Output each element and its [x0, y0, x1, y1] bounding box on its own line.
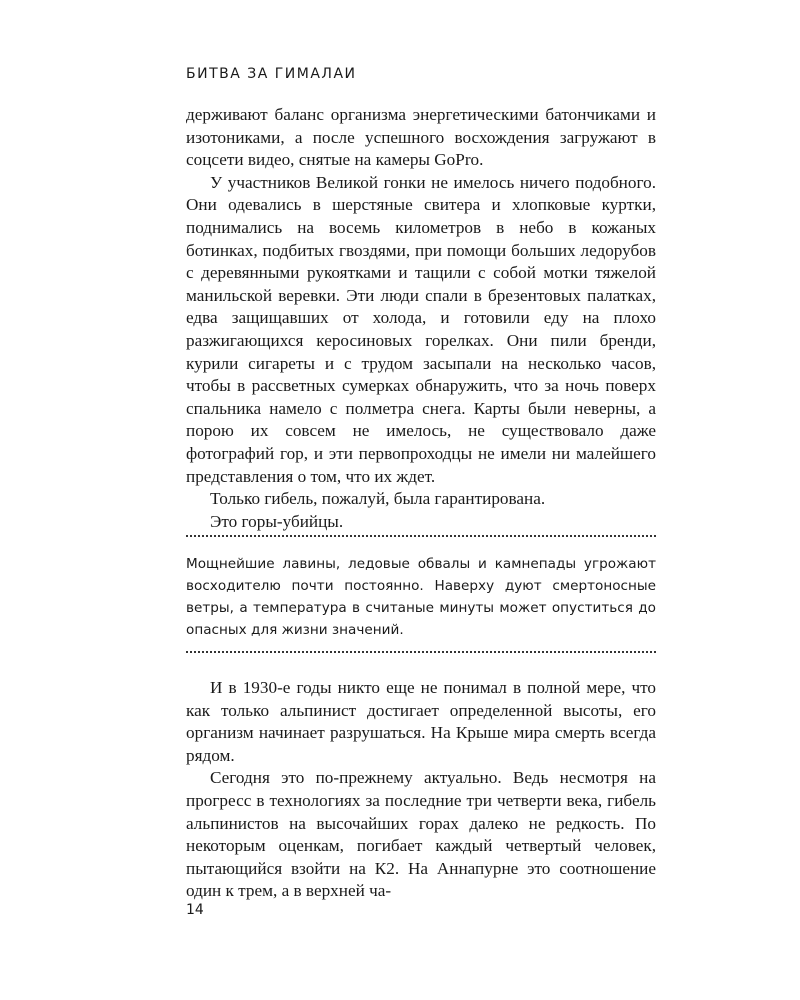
paragraph-killer-mountains: Это горы-убийцы. [210, 511, 344, 531]
callout-quote: Мощнейшие лавины, ледовые обвалы и камнепады угрожают восходителю почти постоянно. Наверху дуют смертоносные ветры, а температура в считаные минуты может опуститься до опасных для жизни значений. [186, 556, 656, 638]
paragraph-today: Сегодня это по-прежнему актуально. Ведь несмотря на прогресс в технологиях за последние три четверти века, гибель альпинистов на высочайших горах далеко не редкость. По некоторым оценкам, погибает каждый четвертый человек, пытающийся взойти на К2. На Аннапурне это соотношение один к трем, а в верхней ча- [186, 768, 656, 901]
page-number: 14 [186, 902, 204, 918]
paragraph-only-death: Только гибель, пожалуй, была гарантирована. [210, 489, 546, 509]
paragraph-continuation: держивают баланс организма энергетическими батончиками и изотониками, а после успешного восхождения загружают в соцсети видео, снятые на камеры GoPro. [186, 105, 656, 170]
paragraph-1930s: И в 1930-е годы никто еще не понимал в полной мере, что как только альпинист достигает определенной высоты, его организм начинает разрушаться. На Крыше мира смерть всегда рядом. [186, 678, 656, 765]
body-text-bottom [186, 677, 656, 903]
callout-divider-bottom [186, 651, 656, 653]
body-text-top [186, 104, 656, 533]
running-title: БИТВА ЗА ГИМАЛАИ [186, 66, 357, 82]
paragraph-great-race: У участников Великой гонки не имелось ничего подобного. Они одевались в шерстяные свитера и хлопковые куртки, поднимались на восемь километров в небо в кожаных ботинках, подбитых гвоздями, при помощи больших ледорубов с деревянными рукоятками и тащили с собой мотки тяжелой манильской веревки. Эти люди спали в брезентовых палатках, едва защищавших от холода, и готовили еду на плохо разжигающихся керосиновых горелках. Они пили бренди, курили сигареты и с трудом засыпали на несколько часов, чтобы в рассветных сумерках обнаружить, что за ночь поверх спальника намело с полметра снега. Карты были неверны, а порою их совсем не имелось, не существовало даже фотографий гор, и эти первопроходцы не имели ни малейшего представления о том, что их ждет. [186, 172, 656, 486]
callout-divider-top [186, 535, 656, 537]
